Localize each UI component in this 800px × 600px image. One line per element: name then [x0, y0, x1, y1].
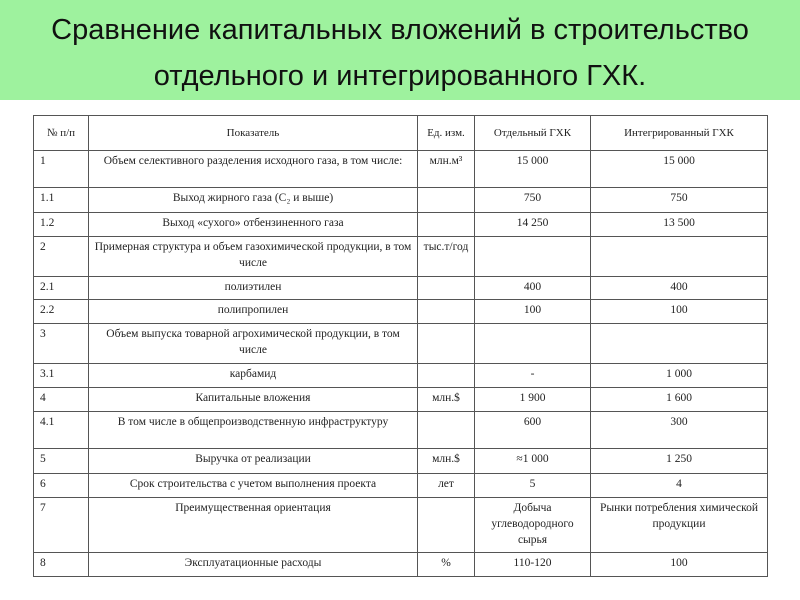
row-separate: - — [475, 364, 591, 388]
row-number: 2.2 — [34, 300, 89, 324]
row-indicator: Эксплуатационные расходы — [89, 553, 418, 577]
table-row — [34, 388, 768, 412]
row-integrated: 1 000 — [591, 364, 768, 388]
row-number: 6 — [34, 474, 89, 498]
row-separate: 1 900 — [475, 388, 591, 412]
row-unit — [418, 324, 475, 364]
row-number: 1.2 — [34, 213, 89, 237]
row-unit — [418, 364, 475, 388]
row-number: 2.1 — [34, 277, 89, 300]
row-number: 3.1 — [34, 364, 89, 388]
table-row — [34, 449, 768, 474]
row-integrated — [591, 324, 768, 364]
row-separate: 110-120 — [475, 553, 591, 577]
row-separate — [475, 237, 591, 277]
row-number: 8 — [34, 553, 89, 577]
table-row — [34, 324, 768, 364]
table-row — [34, 213, 768, 237]
row-indicator: Выручка от реализации — [89, 449, 418, 474]
row-unit — [418, 277, 475, 300]
row-unit — [418, 498, 475, 553]
row-number: 2 — [34, 237, 89, 277]
row-separate — [475, 324, 591, 364]
row-separate: ≈1 000 — [475, 449, 591, 474]
header-unit: Ед. изм. — [418, 116, 475, 151]
table-row — [34, 412, 768, 449]
row-number: 7 — [34, 498, 89, 553]
table-row — [34, 474, 768, 498]
row-integrated: 100 — [591, 553, 768, 577]
row-indicator: полипропилен — [89, 300, 418, 324]
row-indicator: Выход «сухого» отбензиненного газа — [89, 213, 418, 237]
table-row — [34, 151, 768, 188]
table-row — [34, 553, 768, 577]
row-indicator: Объем выпуска товарной агрохимической продукции, в том числе — [89, 324, 418, 364]
row-unit — [418, 188, 475, 213]
row-unit: % — [418, 553, 475, 577]
header-integrated: Интегрированный ГХК — [591, 116, 768, 151]
row-integrated: 400 — [591, 277, 768, 300]
row-separate: 5 — [475, 474, 591, 498]
row-indicator: Срок строительства с учетом выполнения проекта — [89, 474, 418, 498]
row-indicator: Преимущественная ориентация — [89, 498, 418, 553]
row-indicator: В том числе в общепроизводственную инфраструктуру — [89, 412, 418, 449]
row-separate: 750 — [475, 188, 591, 213]
row-separate: 600 — [475, 412, 591, 449]
row-integrated: 1 600 — [591, 388, 768, 412]
row-number: 4.1 — [34, 412, 89, 449]
row-separate: 14 250 — [475, 213, 591, 237]
row-indicator: Примерная структура и объем газохимической продукции, в том числе — [89, 237, 418, 277]
header-separate: Отдельный ГХК — [475, 116, 591, 151]
row-unit — [418, 412, 475, 449]
row-integrated — [591, 237, 768, 277]
row-unit: лет — [418, 474, 475, 498]
header-number: № п/п — [34, 116, 89, 151]
table-row — [34, 364, 768, 388]
row-number: 1 — [34, 151, 89, 188]
row-indicator: Объем селективного разделения исходного газа, в том числе: — [89, 151, 418, 188]
title-line-1: Сравнение капитальных вложений в строительство — [51, 14, 749, 46]
header-indicator: Показатель — [89, 116, 418, 151]
table-row — [34, 498, 768, 553]
row-integrated: 4 — [591, 474, 768, 498]
row-separate: Добыча углеводородного сырья — [475, 498, 591, 553]
row-unit: млн.$ — [418, 388, 475, 412]
row-integrated: 750 — [591, 188, 768, 213]
table-row — [34, 237, 768, 277]
row-number: 4 — [34, 388, 89, 412]
row-integrated: 13 500 — [591, 213, 768, 237]
row-integrated: 15 000 — [591, 151, 768, 188]
row-separate: 100 — [475, 300, 591, 324]
table-row — [34, 188, 768, 213]
slide-title — [0, 7, 800, 99]
row-separate: 15 000 — [475, 151, 591, 188]
row-unit: млн.$ — [418, 449, 475, 474]
table-row — [34, 300, 768, 324]
row-number: 5 — [34, 449, 89, 474]
row-integrated: 1 250 — [591, 449, 768, 474]
comparison-table — [33, 115, 768, 577]
row-integrated: 100 — [591, 300, 768, 324]
table-row — [34, 277, 768, 300]
table-header-row — [34, 116, 768, 151]
row-indicator: Капитальные вложения — [89, 388, 418, 412]
row-indicator: полиэтилен — [89, 277, 418, 300]
row-number: 3 — [34, 324, 89, 364]
row-integrated: 300 — [591, 412, 768, 449]
row-indicator: Выход жирного газа (С₂ и выше) — [89, 188, 418, 213]
row-unit — [418, 300, 475, 324]
row-separate: 400 — [475, 277, 591, 300]
row-integrated: Рынки потребления химической продукции — [591, 498, 768, 553]
row-unit: млн.м³ — [418, 151, 475, 188]
row-unit: тыс.т/год — [418, 237, 475, 277]
title-line-2: отдельного и интегрированного ГХК. — [153, 60, 647, 92]
row-number: 1.1 — [34, 188, 89, 213]
row-unit — [418, 213, 475, 237]
row-indicator: карбамид — [89, 364, 418, 388]
